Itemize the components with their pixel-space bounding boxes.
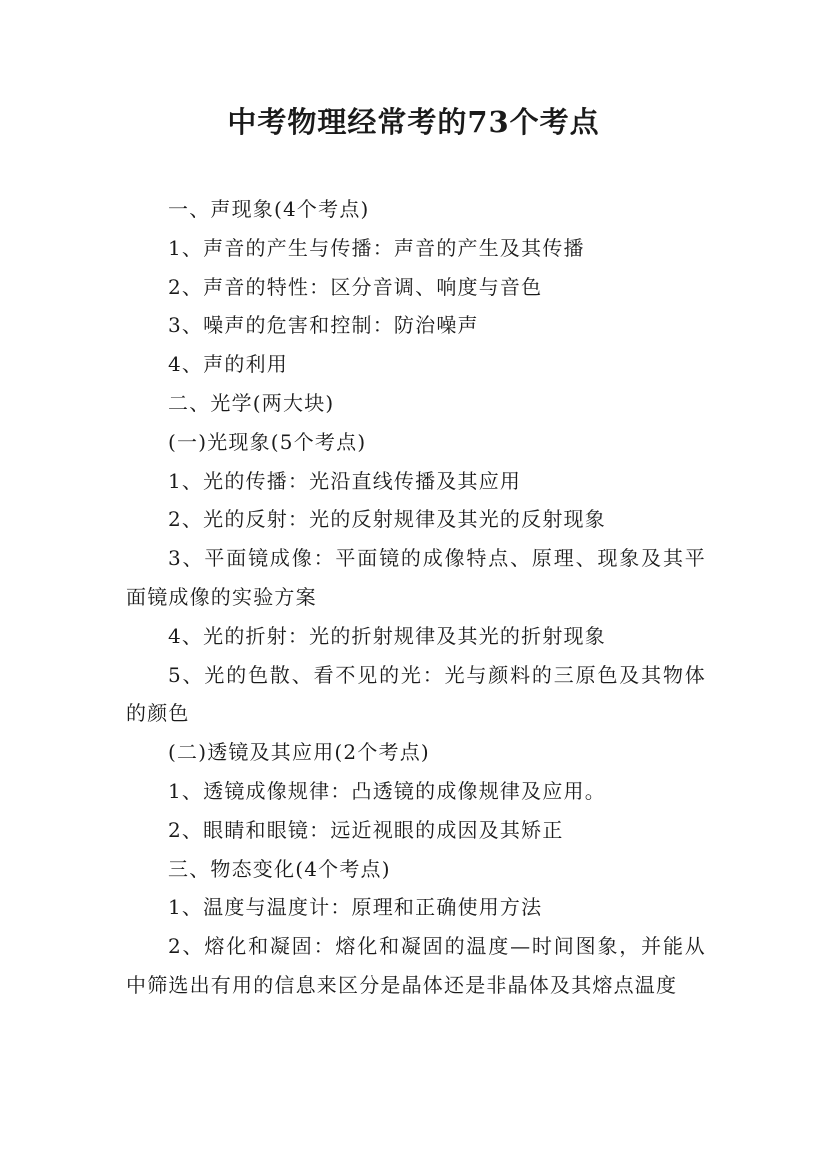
list-item: 1、温度与温度计：原理和正确使用方法: [168, 895, 543, 920]
list-item: 3、平面镜成像：平面镜的成像特点、原理、现象及其平面镜成像的实验方案: [126, 546, 706, 609]
list-item: 2、声音的特性：区分音调、响度与音色: [168, 274, 543, 299]
subsection-heading-lens: (二)透镜及其应用(2个考点): [168, 740, 430, 765]
list-item: 2、熔化和凝固：熔化和凝固的温度—时间图象，并能从中筛选出有用的信息来区分是晶体还是非晶体及其熔点温度: [126, 934, 706, 997]
section-heading-sound: 一、声现象(4个考点): [168, 197, 370, 221]
list-item: 1、透镜成像规律：凸透镜的成像规律及应用。: [168, 778, 606, 803]
list-item: 1、光的传播：光沿直线传播及其应用: [168, 468, 522, 493]
section-heading-optics: 二、光学(两大块): [168, 390, 335, 415]
list-item: 5、光的色散、看不见的光：光与颜料的三原色及其物体的颜色: [126, 662, 706, 726]
list-item: 2、眼睛和眼镜：远近视眼的成因及其矫正: [168, 817, 564, 842]
list-item: 4、光的折射：光的折射规律及其光的折射现象: [168, 623, 606, 648]
document-title: 中考物理经常考的73个考点: [227, 105, 600, 139]
list-item: 4、声的利用: [168, 352, 288, 377]
list-item: 3、噪声的危害和控制：防治噪声: [168, 313, 479, 338]
document-body: [126, 190, 706, 1005]
subsection-heading-light: (一)光现象(5个考点): [168, 429, 367, 454]
list-item: 2、光的反射：光的反射规律及其光的反射现象: [168, 507, 606, 532]
list-item: 1、声音的产生与传播：声音的产生及其传播: [168, 235, 585, 260]
section-heading-states-of-matter: 三、物态变化(4个考点): [168, 856, 391, 881]
